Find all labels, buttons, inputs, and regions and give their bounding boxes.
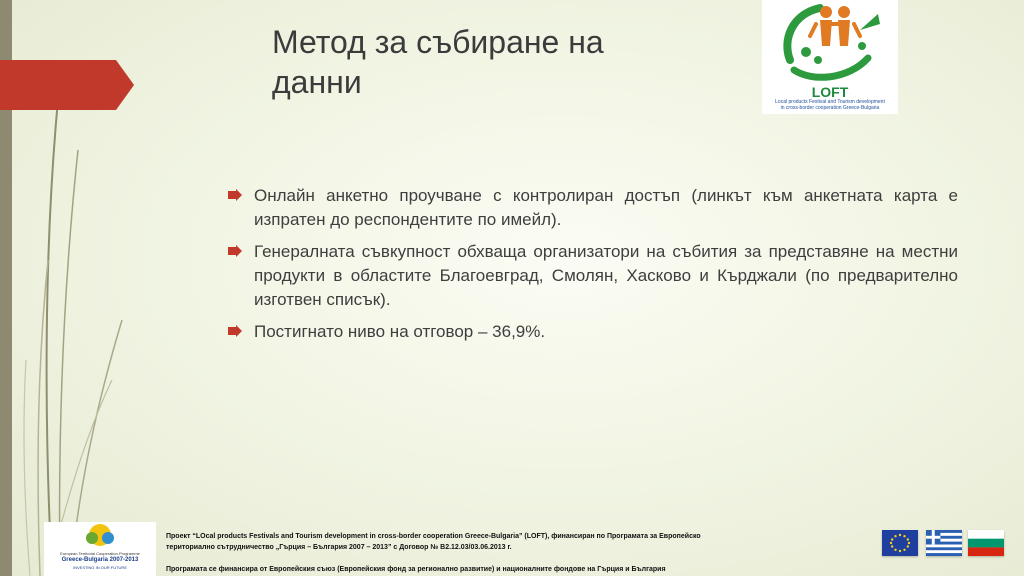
project-text-line-1: Проект “LOcal products Festivals and Tourism development in cross-border cooperation Greece-Bulgaria” (LOFT), финансиран по Програмата за Европейско: [166, 533, 701, 540]
programme-logo: [44, 522, 156, 576]
bullet-item: [228, 184, 958, 232]
project-text-line-2: териториално сътрудничество „Гърция – България 2007 – 2013” с Договор № B2.12.03/03.06.2013 г.: [166, 544, 512, 551]
bullet-list: [228, 184, 958, 352]
title-line-2: данни: [272, 64, 362, 100]
loft-logo-subtitle: [764, 99, 896, 111]
bullet-item: [228, 240, 958, 312]
slide-title: [272, 22, 712, 102]
bullet-text: Онлайн анкетно проучване с контролиран достъп (линкът към анкетната карта е изпратен до респондентите по имейл).: [254, 186, 958, 229]
programme-emblem-icon: [44, 522, 156, 550]
programme-logo-line-1: European Territorial Cooperation Programme: [60, 551, 140, 556]
loft-emblem-icon: [762, 0, 898, 84]
loft-subtitle-line-1: Local products Festival and Tourism development: [775, 99, 885, 105]
loft-subtitle-line-2: in cross-border cooperation Greece-Bulgaria: [780, 105, 880, 111]
arrow-bullet-icon: [228, 189, 242, 201]
programme-logo-line-2: Greece-Bulgaria 2007-2013: [61, 557, 139, 563]
eu-flag: [882, 530, 918, 556]
footer-text: [166, 531, 866, 575]
title-line-1: Метод за събиране на: [272, 24, 604, 60]
programme-logo-line-3: INVESTING IN OUR FUTURE: [72, 565, 127, 570]
arrow-bullet-icon: [228, 245, 242, 257]
bullet-text: Постигнато ниво на отговор – 36,9%.: [254, 322, 546, 341]
loft-logo-name: LOFT: [811, 84, 849, 100]
loft-logo: [762, 0, 898, 114]
bullet-text: Генералната съвкупност обхваща организатори на събития за представяне на местни продукти в областите Благоевград, Смолян, Хасково и Кърджали (по предварително изготвен списък).: [254, 242, 958, 309]
arrow-bullet-icon: [228, 325, 242, 337]
funding-text: Програмата се финансира от Европейския съюз (Европейския фонд за регионално развитие) и националните фондове на Гърция и България: [166, 566, 666, 573]
bulgaria-flag: [968, 530, 1004, 556]
bullet-item: [228, 320, 958, 344]
greece-flag: [926, 530, 962, 556]
title-accent-arrow: [0, 60, 134, 110]
